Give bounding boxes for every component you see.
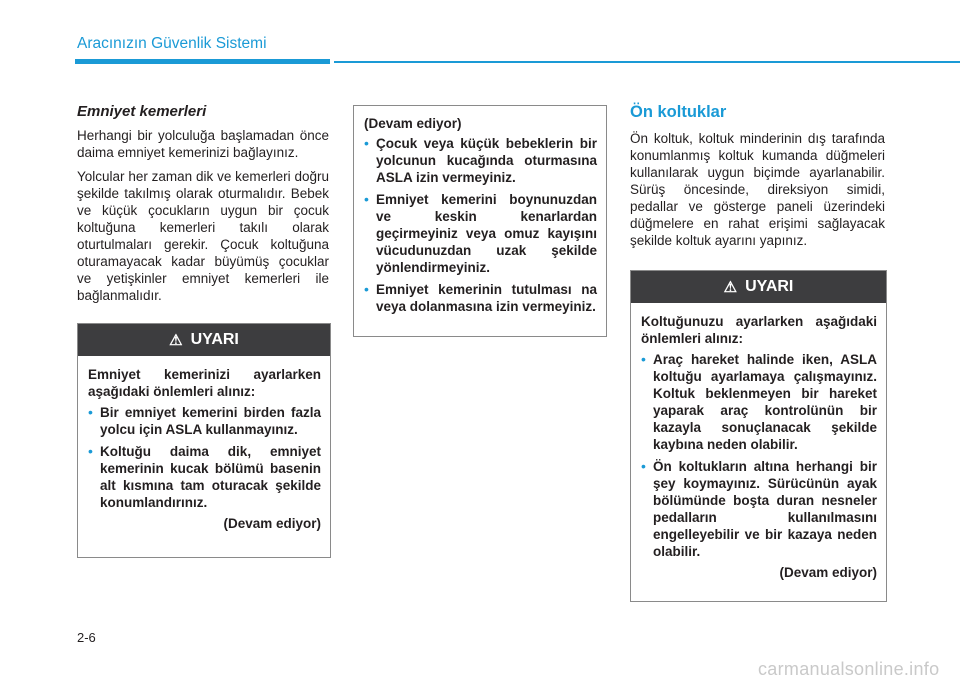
bullet-text: Araç hareket halinde iken, ASLA koltuğu ayarlamaya çalışmayınız. Koltuk beklenmeyen bir hareket yaparak araç kontrolünün bir kazayla sonuçlanacak şekilde kaybına neden olabilir. xyxy=(653,352,877,452)
bullet-icon: • xyxy=(641,458,646,474)
bullet-icon: • xyxy=(364,281,369,297)
list-item xyxy=(88,404,321,438)
warning-continued-box xyxy=(353,105,607,337)
warning-intro: Koltuğunuzu ayarlarken aşağıdaki önlemleri alınız: xyxy=(641,314,877,346)
warning-header xyxy=(78,324,330,356)
bullet-icon: • xyxy=(364,191,369,207)
bullet-text: Koltuğu daima dik, emniyet kemerinin kucak bölümü basenin alt kısmına tam oturacak şekilde konumlandırınız. xyxy=(100,444,321,510)
list-item xyxy=(364,281,597,315)
continued-label: (Devam ediyor) xyxy=(223,516,321,531)
warning-intro: Emniyet kemerinizi ayarlarken aşağıdaki önlemleri alınız: xyxy=(88,367,321,399)
header-rule-thin xyxy=(334,61,960,63)
warning-header xyxy=(631,271,886,303)
left-column xyxy=(77,103,329,311)
bullet-text: Çocuk veya küçük bebeklerin bir yolcunun kucağında oturmasına ASLA izin vermeyiniz. xyxy=(376,136,597,185)
bullet-text: Bir emniyet kemerini birden fazla yolcu için ASLA kullanmayınız. xyxy=(100,405,321,437)
warning-label: UYARI xyxy=(745,278,794,295)
warning-label: UYARI xyxy=(190,331,239,348)
right-column xyxy=(630,103,885,256)
warning-box-front-seats xyxy=(630,270,887,602)
bullet-icon: • xyxy=(641,351,646,367)
warning-triangle-icon: ⚠ xyxy=(169,332,183,349)
paragraph: Herhangi bir yolculuğa başlamadan önce daima emniyet kemerinizi bağlayınız. xyxy=(77,128,329,160)
paragraph: Yolcular her zaman dik ve kemerleri doğru şekilde takılmış olarak oturmalıdır. Bebek ve küçük çocukların uygun bir çocuk koltuğuna kemerleri takılı olarak oturtulmaları gerekir. Çocuk koltuğuna oturamayacak kadar büyümüş çocuklar ve yetişkinler emniyet kemerleri ile bağlanmalıdır. xyxy=(77,169,329,303)
bullet-icon: • xyxy=(364,135,369,151)
section-heading-front-seats: Ön koltuklar xyxy=(630,103,727,121)
bullet-text: Emniyet kemerinin tutulması na veya dolanmasına izin vermeyiniz. xyxy=(376,282,597,314)
warning-box-seat-belts xyxy=(77,323,331,558)
list-item xyxy=(641,351,877,453)
warning-body xyxy=(631,303,886,590)
page-header-title: Aracınızın Güvenlik Sistemi xyxy=(77,35,267,52)
warning-triangle-icon: ⚠ xyxy=(723,279,738,296)
paragraph: Ön koltuk, koltuk minderinin dış tarafında konumlanmış koltuk kumanda düğmeleri kullanılarak uygun biçimde ayarlanabilir. Sürüş öncesinde, direksiyon simidi, pedallar ve gösterge paneli üzerindeki düğmelere en rahat erişimi sağlayacak şekilde koltuk ayarını yapınız. xyxy=(630,131,885,248)
list-item xyxy=(364,135,597,186)
watermark: carmanualsonline.info xyxy=(758,659,940,679)
list-item xyxy=(641,458,877,560)
list-item xyxy=(88,443,321,511)
bullet-icon: • xyxy=(88,443,93,459)
continued-label: (Devam ediyor) xyxy=(364,116,462,131)
header-rule-thick xyxy=(75,59,330,64)
continued-label: (Devam ediyor) xyxy=(779,565,877,580)
bullet-text: Ön koltukların altına herhangi bir şey koymayınız. Sürücünün ayak bölümünde boşta duran nesneler pedalların kullanılmasını engelleyebilir ve bir kazaya neden olabilir. xyxy=(653,459,877,559)
bullet-text: Emniyet kemerini boynunuzdan ve keskin kenarlardan geçirmeyiniz veya omuz kayışını vücudunuzdan uzak şekilde yönlendirmeyiniz. xyxy=(376,192,597,275)
warning-body xyxy=(354,106,606,330)
section-heading-seat-belts: Emniyet kemerleri xyxy=(77,103,207,120)
bullet-icon: • xyxy=(88,404,93,420)
list-item xyxy=(364,191,597,276)
page-number: 2-6 xyxy=(77,630,96,645)
warning-body xyxy=(78,356,330,541)
